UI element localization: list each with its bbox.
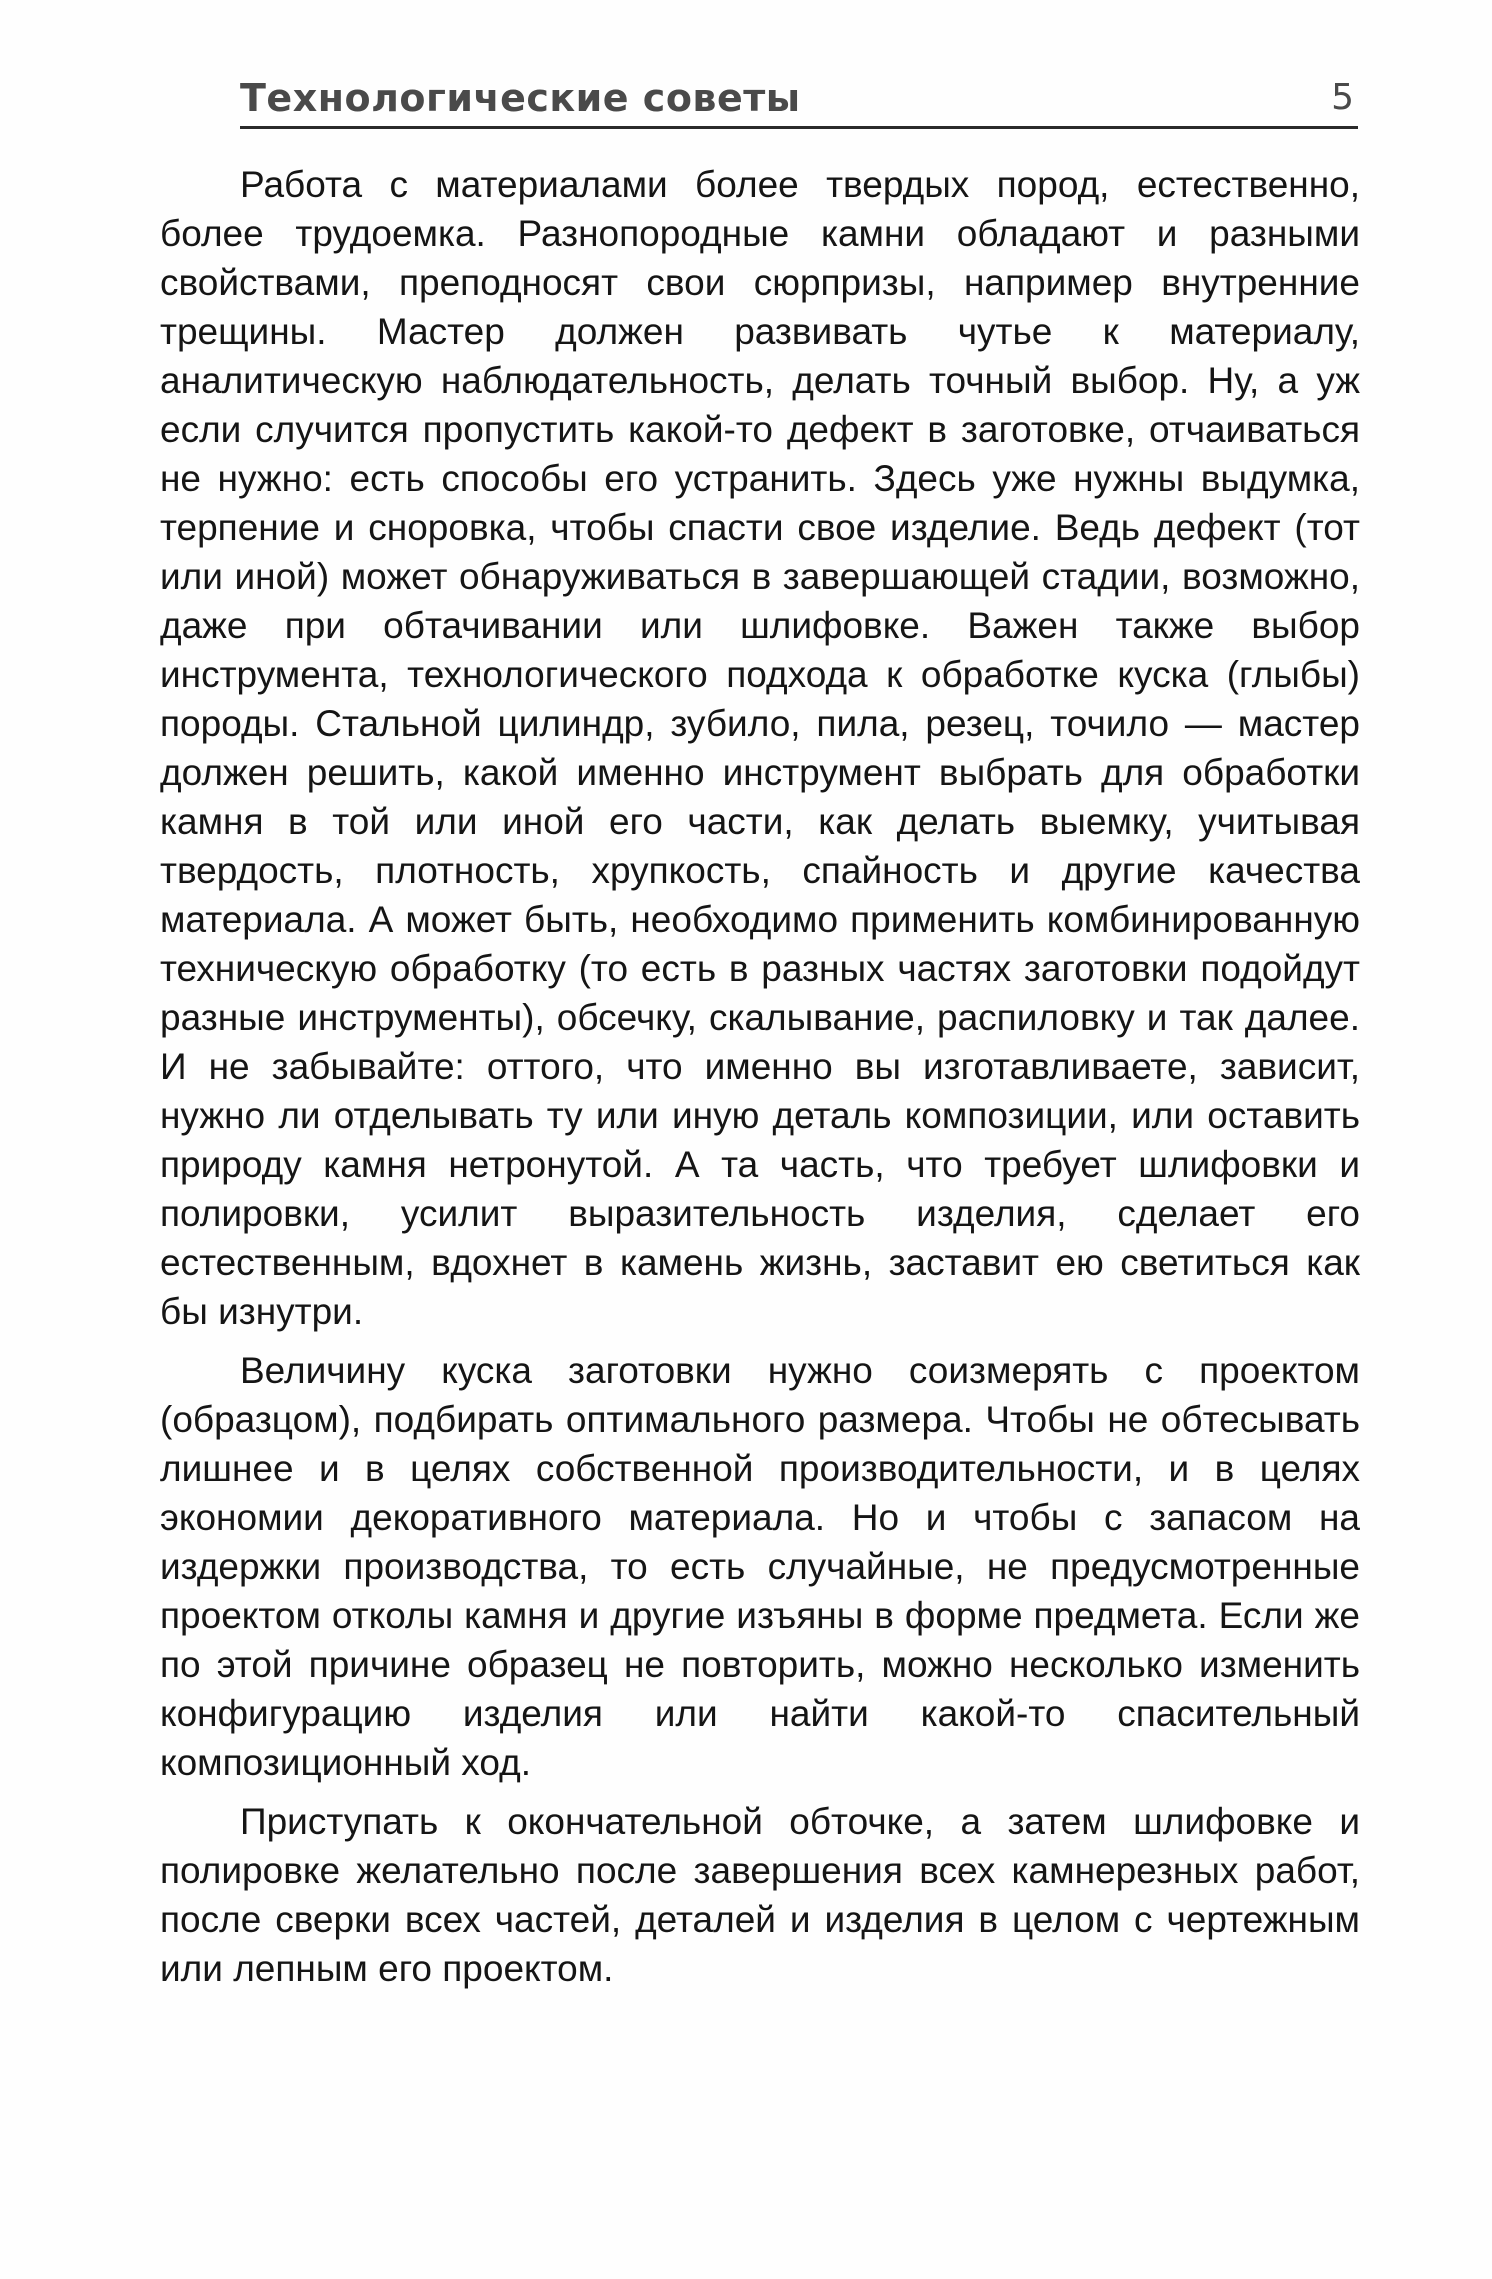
running-header <box>240 72 1358 129</box>
paragraph: Величину куска заготовки нужно соизмерять с проектом (образцом), подбирать оптимального размера. Чтобы не обтесывать лишнее и в целях собственной производительности, и в целях экономии декоративного материала. Но и чтобы с запасом на издержки производства, то есть случайные, не предусмотренные проектом отколы камня и другие изъяны в форме предмета. Если же по этой причине образец не повторить, можно несколько изменить конфигурацию изделия или найти какой-то спасительный композиционный ход. <box>160 1350 1360 1783</box>
page-number: 5 <box>1331 77 1354 118</box>
running-title: Технологические советы <box>240 76 801 120</box>
body-text <box>160 160 1360 2003</box>
paragraph: Приступать к окончательной обточке, а затем шлифовке и полировке желательно после завершения всех камнерезных работ, после сверки всех частей, деталей и изделия в целом с чертежным или лепным его проектом. <box>160 1801 1360 1989</box>
paragraph: Работа с материалами более твердых пород, естественно, более трудоемка. Разнопородные камни обладают и разными свойствами, преподносят свои сюрпризы, например внутренние трещины. Мастер должен развивать чутье к материалу, аналитическую наблюдательность, делать точный выбор. Ну, а уж если случится пропустить какой-то дефект в заготовке, отчаиваться не нужно: есть способы его устранить. Здесь уже нужны выдумка, терпение и сноровка, чтобы спасти свое изделие. Ведь дефект (тот или иной) может обнаруживаться в завершающей стадии, возможно, даже при обтачивании или шлифовке. Важен также выбор инструмента, технологического подхода к обработке куска (глыбы) породы. Стальной цилиндр, зубило, пила, резец, точило — мастер должен решить, какой именно инструмент выбрать для обработки камня в той или иной его части, как делать выемку, учитывая твердость, плотность, хрупкость, спайность и другие качества материала. А может быть, необходимо применить комбинированную техническую обработку (то есть в разных частях заготовки подойдут разные инструменты), обсечку, скалывание, распиловку и так далее. И не забывайте: оттого, что именно вы изготавливаете, зависит, нужно ли отделывать ту или иную деталь композиции, или оставить природу камня нетронутой. А та часть, что требует шлифовки и полировки, усилит выразительность изделия, сделает его естественным, вдохнет в камень жизнь, заставит ею светиться как бы изнутри. <box>160 164 1360 1332</box>
